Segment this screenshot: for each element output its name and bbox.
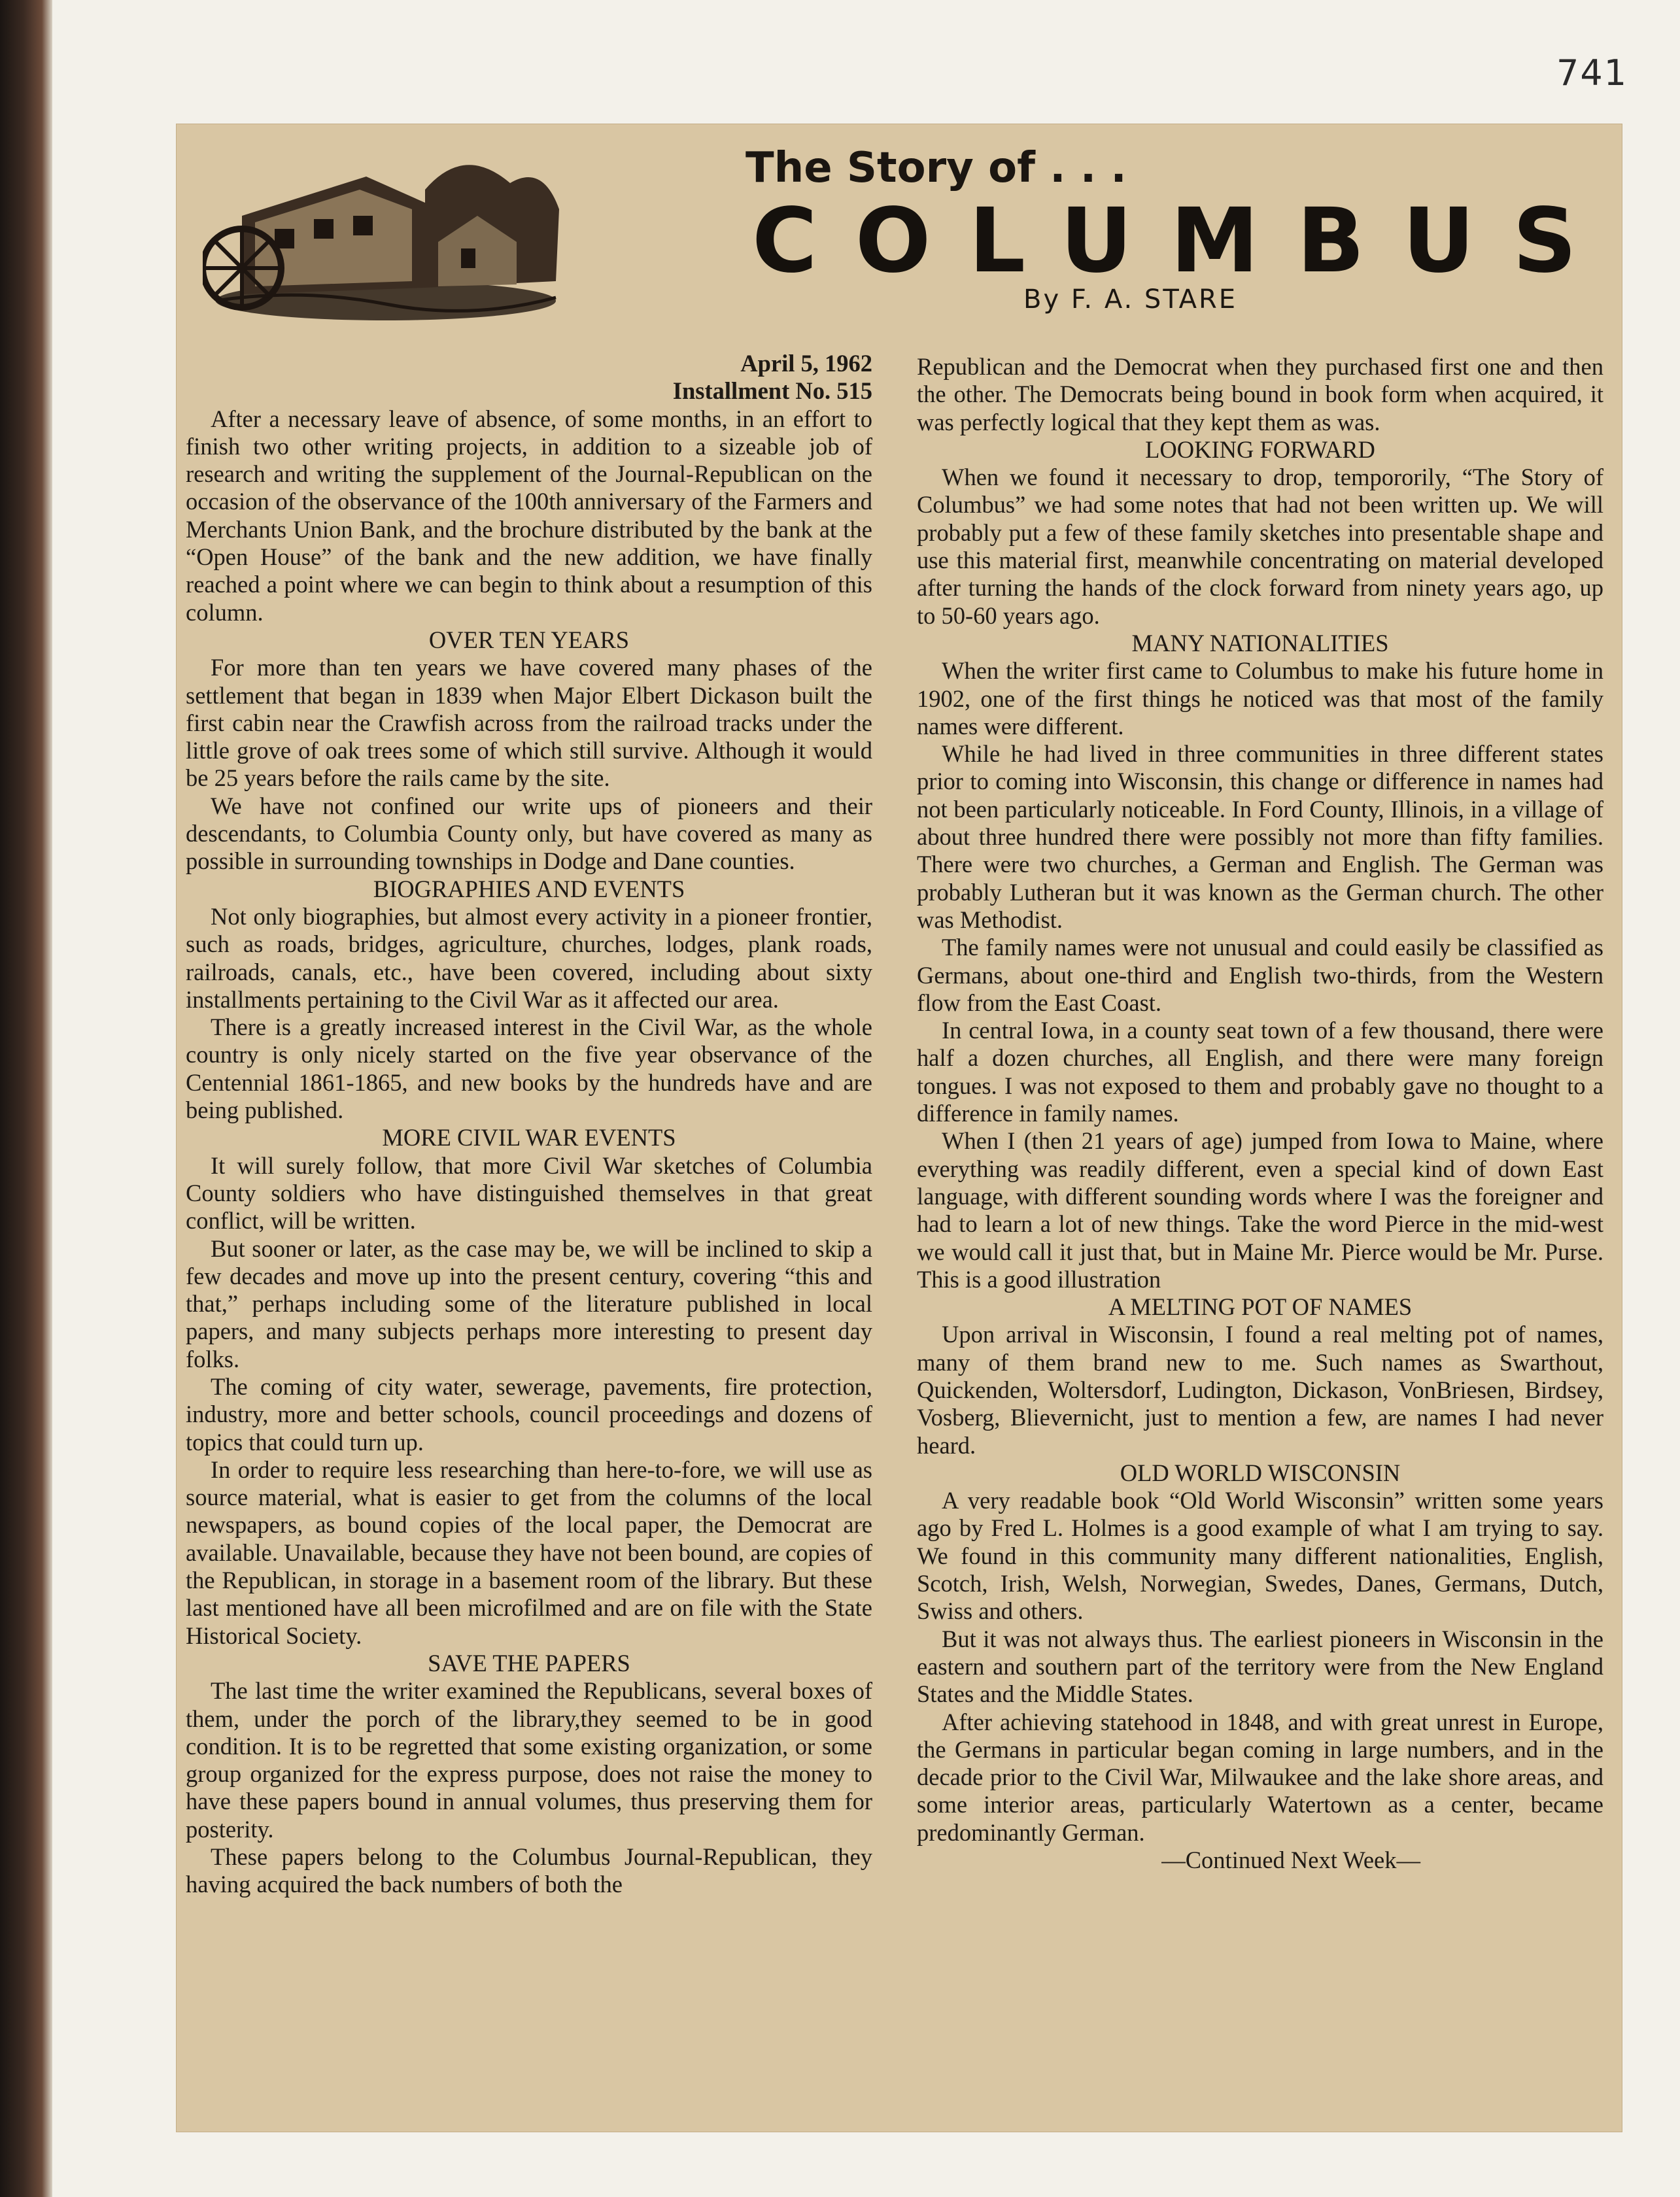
paragraph: After a necessary leave of absence, of some months, in an effort to finish two other writing projects, in addition to a sizeable job of research and writing the supplement of the Journal-Republican on the occasion of the observance of the 100th anniversary of the Farmers and Merchants Union Bank, and the brochure distributed by the bank at the “Open House” of the bank and the new addition, we have finally reached a point where we can begin to think about a resumption of this column. <box>186 405 872 626</box>
continued-note: —Continued Next Week— <box>1161 1847 1420 1874</box>
section-heading: SAVE THE PAPERS <box>428 1649 630 1677</box>
section-heading: A MELTING POT OF NAMES <box>1108 1293 1413 1321</box>
paragraph: When the writer first came to Columbus to make his future home in 1902, one of the first things he noticed was that most of the family names were different. <box>917 657 1603 740</box>
section-heading: LOOKING FORWARD <box>1145 435 1375 463</box>
section-heading: OVER TEN YEARS <box>428 626 630 653</box>
paragraph: Republican and the Democrat when they purchased first one and then the other. The Democrats being bound in book form when acquired, it was perfectly logical that they kept them as was. <box>917 353 1603 435</box>
binding-edge <box>0 0 52 2197</box>
section-heading: OLD WORLD WISCONSIN <box>1120 1459 1401 1486</box>
paragraph: But sooner or later, as the case may be, we will be inclined to skip a few decades and move up into the present century, covering “this and that,” perhaps including some of the literature published in local papers, and many subjects perhaps more interesting to present day folks. <box>186 1235 872 1372</box>
paragraph: But it was not always thus. The earliest pioneers in Wisconsin in the eastern and southern part of the territory were from the New England States and the Middle States. <box>917 1625 1603 1708</box>
right-column <box>917 353 1603 1874</box>
dateline-date: April 5, 1962 <box>740 350 872 377</box>
paragraph: It will surely follow, that more Civil War sketches of Columbia County soldiers who have distinguished themselves in that great conflict, will be written. <box>186 1151 872 1235</box>
paragraph: When we found it necessary to drop, tempororily, “The Story of Columbus” we had some notes that had not been written up. We will probably put a few of these family sketches into presentable shape and use this material first, meanwhile concentrating on material developed after turning the hands of the clock forward from ninety years ago, up to 50-60 years ago. <box>917 464 1603 629</box>
newspaper-clipping <box>177 124 1622 2132</box>
paragraph: A very readable book “Old World Wisconsin” written some years ago by Fred L. Holmes is a good example of what I am trying to say. We found in this community many different nationalities, English, Scotch, Irish, Welsh, Norwegian, Swedes, Danes, Germans, Dutch, Swiss and others. <box>917 1487 1603 1625</box>
section-heading: MANY NATIONALITIES <box>1131 629 1389 656</box>
paragraph: The last time the writer examined the Republicans, several boxes of them, under the porch of the library,they seemed to be in good condition. It is to be regretted that some existing organization, or some group organized for the express purpose, does not raise the money to have these papers bound in annual volumes, thus preserving them for posterity. <box>186 1677 872 1843</box>
headline: COLUMBUS <box>752 190 1615 293</box>
section-heading: MORE CIVIL WAR EVENTS <box>382 1124 676 1151</box>
paragraph: The coming of city water, sewerage, pavements, fire protection, industry, more and better schools, council proceedings and dozens of topics that could turn up. <box>186 1372 872 1456</box>
paragraph: There is a greatly increased interest in the Civil War, as the whole country is only nicely started on the five year observance of the Centennial 1861-1865, and new books by the hundreds have and are being published. <box>186 1013 872 1124</box>
dateline-installment: Installment No. 515 <box>672 377 872 405</box>
left-column <box>186 350 872 1899</box>
paragraph: We have not confined our write ups of pioneers and their descendants, to Columbia County only, but have covered as many as possible in surrounding townships in Dodge and Dane counties. <box>186 792 872 875</box>
byline: By F. A. STARE <box>1023 284 1238 315</box>
paragraph: After achieving statehood in 1848, and with great unrest in Europe, the Germans in particular began coming in large numbers, and in the decade prior to the Civil War, Milwaukee and the lake shore areas, and some interior areas, particularly Watertown as a center, became predominantly German. <box>917 1708 1603 1846</box>
page-number: 741 <box>1556 52 1628 94</box>
water-mill-sketch-icon <box>203 137 569 327</box>
paragraph: Not only biographies, but almost every activity in a pioneer frontier, such as roads, bridges, agriculture, churches, lodges, plank roads, railroads, canals, etc., have been covered, including about sixty installments pertaining to the Civil War as it affected our area. <box>186 902 872 1013</box>
paragraph: For more than ten years we have covered many phases of the settlement that began in 1839 when Major Elbert Dickason built the first cabin near the Crawfish across from the railroad tracks under the little grove of oak trees some of which still survive. Although it would be 25 years before the rails came by the site. <box>186 654 872 792</box>
series-title: The Story of . . . <box>746 144 1127 192</box>
paragraph: Upon arrival in Wisconsin, I found a real melting pot of names, many of them brand new to me. Such names as Swarthout, Quickenden, Woltersdorf, Ludington, Dickason, VonBriesen, Birdsey, Vosberg, Blievernicht, just to mention a few, are names I had never heard. <box>917 1321 1603 1459</box>
paragraph: The family names were not unusual and could easily be classified as Germans, about one-third and English two-thirds, from the Western flow from the East Coast. <box>917 934 1603 1016</box>
paragraph: These papers belong to the Columbus Journal-Republican, they having acquired the back numbers of both the <box>186 1843 872 1898</box>
paragraph: In central Iowa, in a county seat town of a few thousand, there were half a dozen churches, all English, and there were many foreign tongues. I was not exposed to them and probably gave no thought to a difference in family names. <box>917 1017 1603 1127</box>
section-heading: BIOGRAPHIES AND EVENTS <box>373 875 685 902</box>
paragraph: While he had lived in three communities in three different states prior to coming into Wisconsin, this change or difference in names had not been particularly noticeable. In Ford County, Illinois, in a village of about three hundred there were possibly not more than fifty families. There were two churches, a German and English. The German was probably Lutheran but it was known as the German church. The other was Methodist. <box>917 740 1603 933</box>
paragraph: In order to require less researching than here-to-fore, we will use as source material, what is easier to get from the columns of the local newspapers, as bound copies of the local paper, the Democrat are available. Unavailable, because they have not been bound, are copies of the Republican, in storage in a basement room of the library. But these last mentioned have all been microfilmed and are on file with the State Historical Society. <box>186 1456 872 1649</box>
paragraph: When I (then 21 years of age) jumped from Iowa to Maine, where everything was readily different, even a special kind of down East language, with different sounding words where I was the foreigner and had to learn a lot of new things. Take the word Pierce in the mid-west we would call it just that, but in Maine Mr. Pierce would be Mr. Purse. This is a good illustration <box>917 1127 1603 1293</box>
